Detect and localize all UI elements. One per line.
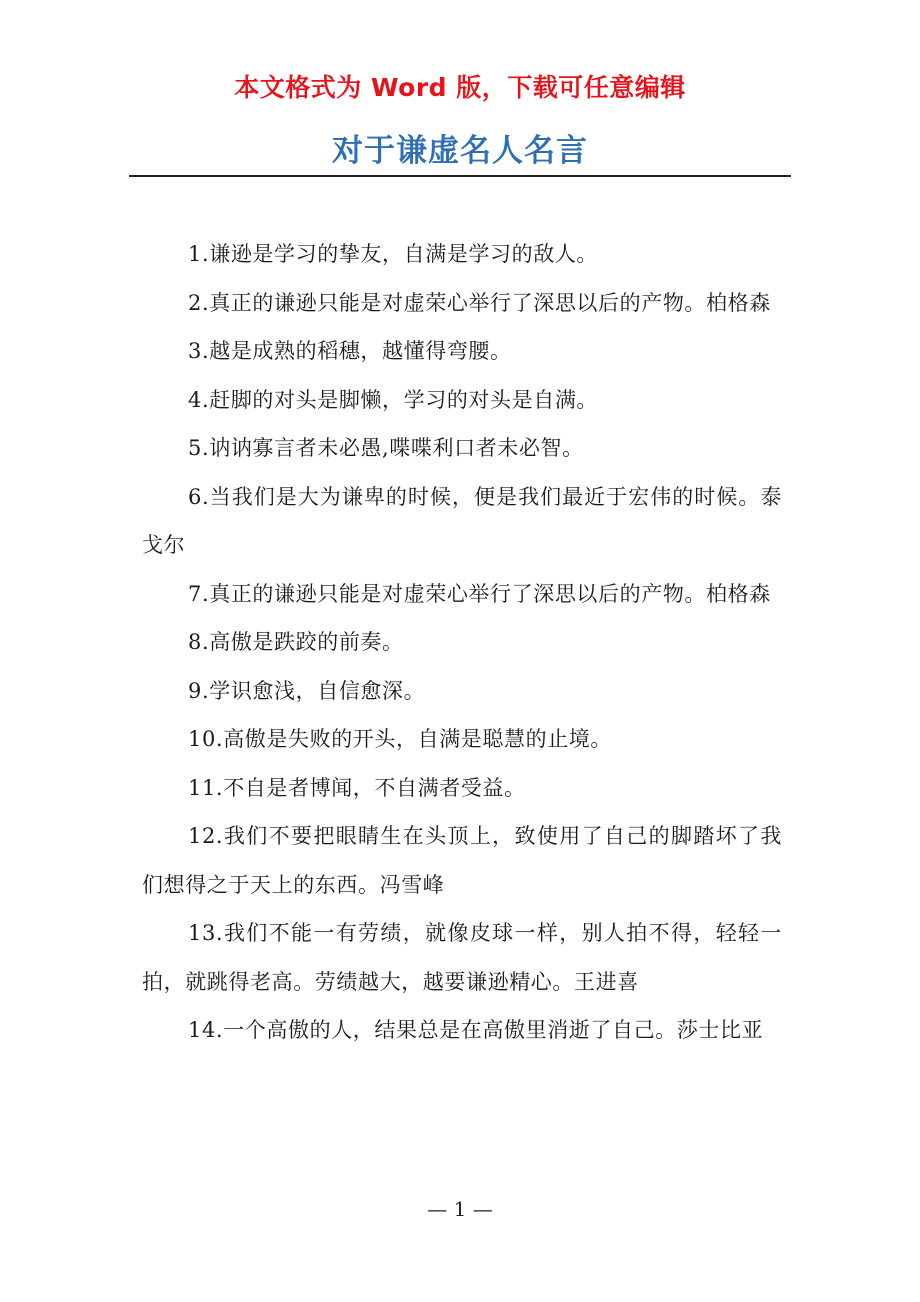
quote-paragraph: 10.高傲是失败的开头，自满是聪慧的止境。	[188, 727, 612, 751]
quote-paragraph: 1.谦逊是学习的挚友，自满是学习的敌人。	[188, 242, 599, 266]
quote-paragraph: 9.学识愈浅，自信愈深。	[188, 678, 426, 703]
page-number: — 1 —	[427, 1197, 493, 1221]
document-title: 对于谦虚名人名言	[332, 133, 588, 169]
quote-paragraph: 13.我们不能一有劳绩，就像皮球一样，别人拍不得，轻轻一拍，就跳得老高。劳绩越大，越要谦逊精心。王进喜	[142, 921, 782, 994]
quote-paragraph: 2.真正的谦逊只能是对虚荣心举行了深思以后的产物。柏格森	[188, 290, 771, 315]
quote-paragraph: 12.我们不要把眼睛生在头顶上，致使用了自己的脚踏坏了我们想得之于天上的东西。冯雪峰	[142, 824, 782, 897]
header-divider	[129, 175, 791, 177]
document-body	[142, 230, 782, 1055]
quote-paragraph: 5.讷讷寡言者未必愚,喋喋利口者未必智。	[188, 436, 584, 460]
quote-paragraph: 3.越是成熟的稻穗，越懂得弯腰。	[188, 339, 512, 363]
quote-paragraph: 6.当我们是大为谦卑的时候，便是我们最近于宏伟的时候。泰戈尔	[142, 484, 782, 557]
quote-paragraph: 7.真正的谦逊只能是对虚荣心举行了深思以后的产物。柏格森	[188, 581, 771, 606]
quote-paragraph: 4.赶脚的对头是脚懒，学习的对头是自满。	[188, 387, 599, 412]
quote-paragraph: 8.高傲是跌跤的前奏。	[188, 630, 404, 654]
quote-paragraph: 14.一个高傲的人，结果总是在高傲里消逝了自己。莎士比亚	[188, 1018, 764, 1042]
quote-paragraph: 11.不自是者博闻，不自满者受益。	[188, 775, 526, 800]
format-notice-banner: 本文格式为 Word 版，下载可任意编辑	[234, 73, 686, 102]
